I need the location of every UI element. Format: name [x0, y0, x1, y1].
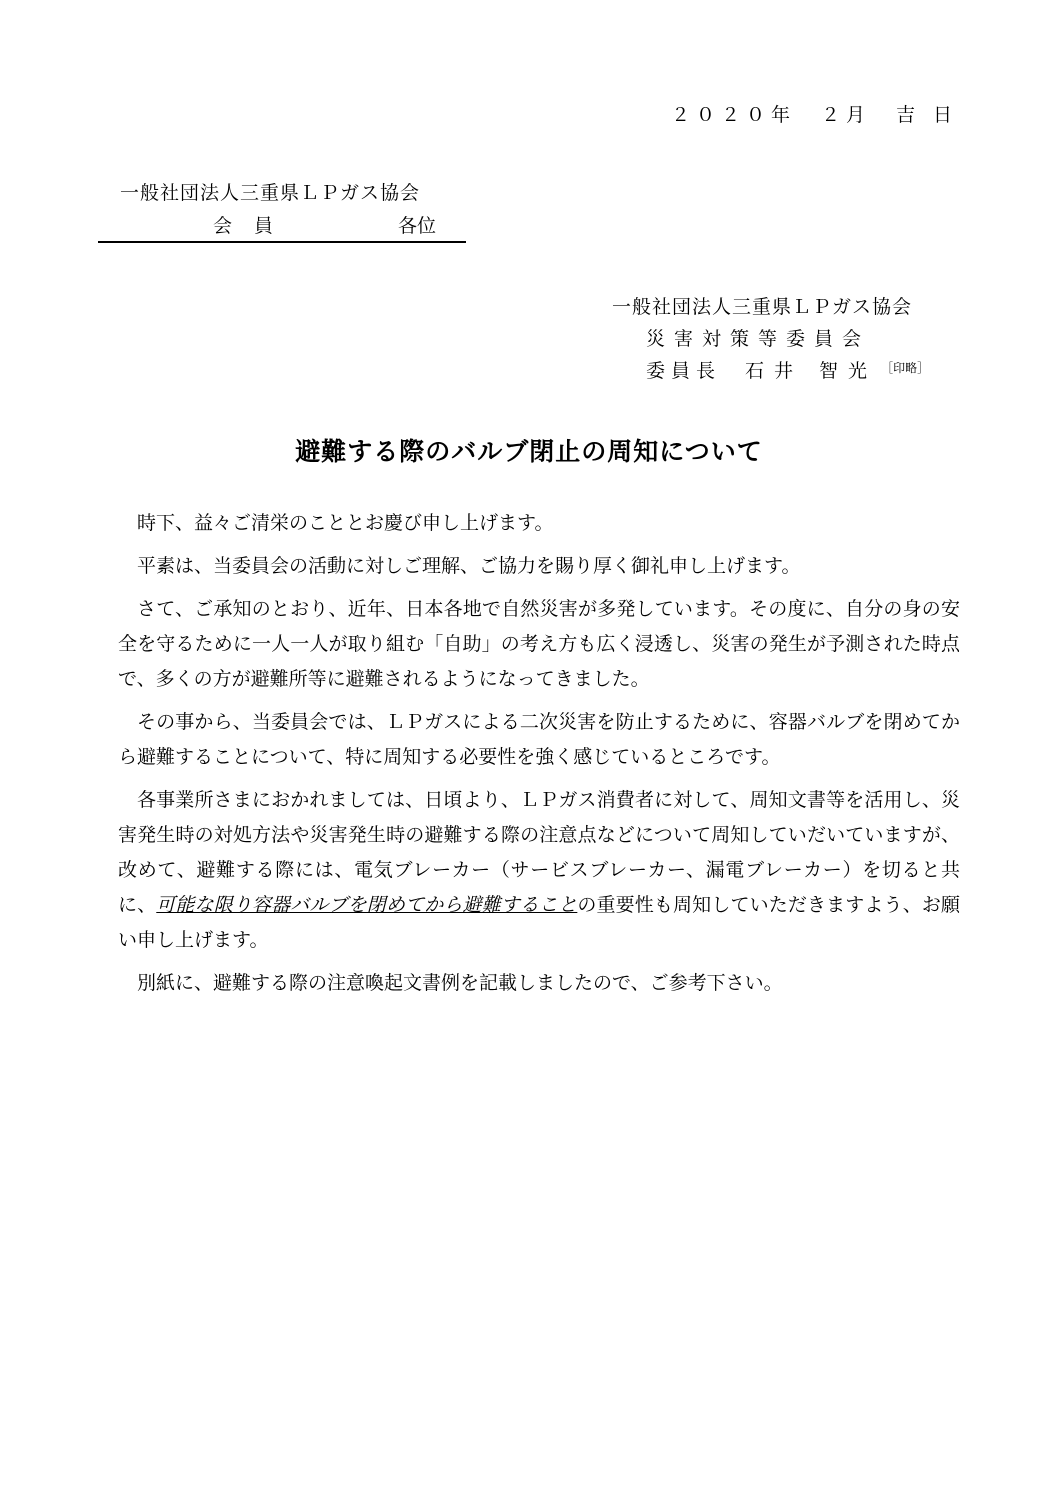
document-title: 避難する際のバルブ閉止の周知について [295, 437, 763, 466]
recipient-members-line [98, 211, 466, 237]
body-paragraph-1: 時下、益々ご清栄のこととお慶び申し上げます。 [137, 512, 554, 534]
body-paragraph-5 [118, 783, 960, 958]
sender-chair-role: 委員長 [646, 360, 722, 382]
recipient-org: 一般社団法人三重県ＬＰガス協会 [120, 182, 421, 204]
seal-note: ［印略］ [881, 361, 930, 375]
body-paragraph-4: その事から、当委員会では、ＬＰガスによる二次災害を防止するために、容器バルブを閉めてから避難することについて、特に周知する必要性を強く感じているところです。 [118, 711, 960, 768]
sender-committee: 災害対策等委員会 [646, 328, 871, 350]
recipient-members: 会員 [213, 215, 296, 237]
body-paragraph-6: 別紙に、避難する際の注意喚起文書例を記載しましたので、ご参考下さい。 [137, 972, 783, 994]
sender-block [612, 292, 962, 388]
body-paragraph-2: 平素は、当委員会の活動に対しご理解、ご協力を賜り厚く御礼申し上げます。 [137, 555, 801, 577]
sender-chair-name: 石井 智光 [745, 360, 878, 382]
recipient-block [98, 178, 466, 243]
sender-chair-line [612, 356, 962, 388]
body-paragraph-5-before: 各事業所さまにおかれましては、日頃より、ＬＰガス消費者に対して、周知文書等を活用し、災害発生時の対処方法や災害発生時の避難する際の注意点などについて周知していだいていますが、改めて、避難する際には、電気ブレーカー（サービスブレーカー、漏電ブレーカー）を切ると共に、 [118, 789, 960, 916]
document-body [118, 506, 960, 1009]
sender-org: 一般社団法人三重県ＬＰガス協会 [612, 296, 913, 318]
recipient-honorific: 各位 [398, 215, 437, 237]
issue-date: ２０２０年 ２月 吉 日 [670, 104, 958, 126]
body-paragraph-3: さて、ご承知のとおり、近年、日本各地で自然災害が多発しています。その度に、自分の身の安全を守るために一人一人が取り組む「自助」の考え方も広く浸透し、災害の発生が予測された時点で、多くの方が避難所等に避難されるようになってきました。 [118, 598, 960, 690]
body-paragraph-5-after: の重要性も周知していただきますよう、お願い申し上げます。 [118, 894, 960, 951]
body-paragraph-5-emphasis: 可能な限り容器バルブを閉めてから避難すること [156, 894, 578, 916]
